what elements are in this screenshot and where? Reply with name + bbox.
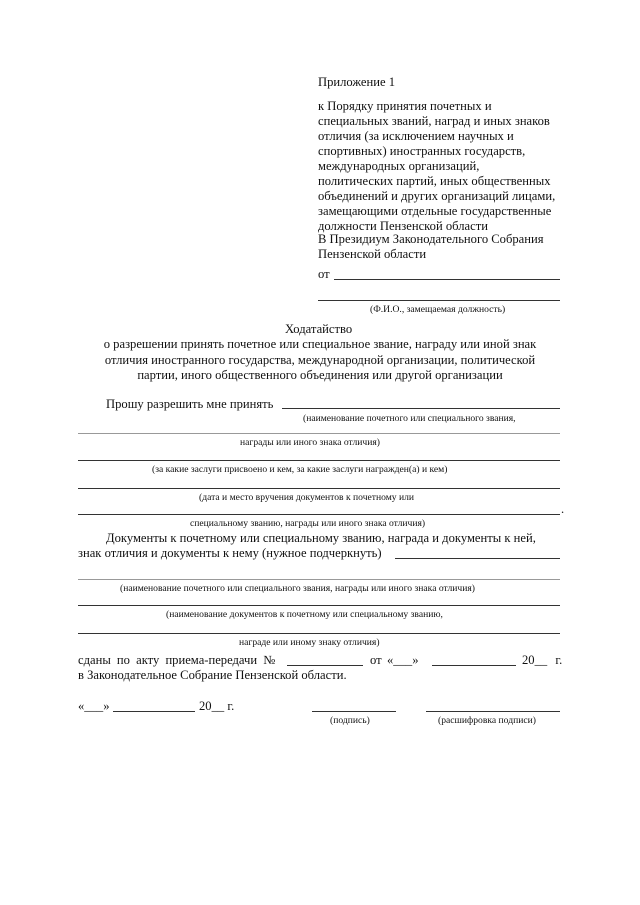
request-caption-3: (за какие заслуги присвоено и кем, за какие заслуги награжден(а) и кем) — [152, 464, 448, 475]
documents-caption-1: (наименование почетного или специального звания, награды или иного знака отличия) — [120, 583, 475, 594]
appendix-line: спортивных) иностранных государств, — [318, 144, 526, 158]
appendix-line: объединений и других организаций лицами, — [318, 189, 556, 203]
appendix-text — [318, 99, 555, 234]
transfer-line2: в Законодательное Собрание Пензенской области. — [78, 668, 347, 682]
appendix-title: Приложение 1 — [318, 75, 396, 89]
appendix-line: замещающими отдельные государственные — [318, 204, 552, 218]
decode-caption: (расшифровка подписи) — [438, 715, 536, 726]
decode-blank — [426, 711, 560, 712]
appendix-line: международных организаций, — [318, 159, 480, 173]
appendix-line: должности Пензенской области — [318, 219, 488, 233]
act-number-blank — [287, 665, 363, 666]
addressee-line2: Пензенской области — [318, 247, 427, 261]
from-blank-line — [334, 279, 560, 280]
appendix-line: специальных званий, наград и иных знаков — [318, 114, 550, 128]
petition-heading: Ходатайство — [285, 322, 353, 336]
from-label: от — [318, 267, 330, 281]
request-caption-2: награды или иного знака отличия) — [240, 437, 380, 448]
merits-blank-line — [78, 460, 560, 461]
signature-date-day: «___» — [78, 699, 110, 713]
appendix-line: отличия (за исключением научных и — [318, 129, 514, 143]
appendix-line: политических партий, иных общественных — [318, 174, 551, 188]
petition-subheading — [78, 337, 562, 384]
award-blank-line — [78, 433, 560, 434]
documents-line2: знак отличия и документы к нему (нужное подчеркнуть) — [78, 546, 382, 560]
subheading-line: партии, иного общественного объединения или другой организации — [137, 368, 503, 382]
fio-caption: (Ф.И.О., замещаемая должность) — [370, 304, 506, 315]
transfer-from: от — [370, 653, 382, 667]
date-blank-line-2 — [78, 514, 560, 515]
transfer-year: 20__ г. — [522, 653, 563, 667]
request-caption-1: (наименование почетного или специального звания, — [303, 413, 516, 424]
request-caption-5: специальному званию, награды или иного знака отличия) — [190, 518, 426, 529]
fio-blank-line — [318, 300, 560, 301]
request-text: Прошу разрешить мне принять — [106, 397, 274, 411]
date-blank-line — [78, 488, 560, 489]
transfer-month-blank — [432, 665, 516, 666]
signature-month-blank — [113, 711, 195, 712]
docs-name-blank-line — [78, 605, 560, 606]
addressee-line1: В Президиум Законодательного Собрания — [318, 232, 544, 246]
documents-caption-2: (наименование документов к почетному или специальному званию, — [166, 609, 443, 620]
transfer-line1-start: сданы по акту приема-передачи № — [78, 653, 276, 667]
documents-blank-line — [395, 558, 560, 559]
documents-line1: Документы к почетному или специальному званию, награда и документы к ней, — [106, 531, 536, 545]
signature-caption: (подпись) — [330, 715, 370, 726]
request-blank-line — [282, 408, 560, 409]
appendix-line: к Порядку принятия почетных и — [318, 99, 492, 113]
transfer-day: «___» — [387, 653, 419, 667]
line-end-dot: . — [561, 502, 565, 516]
request-caption-4: (дата и место вручения документов к почетному или — [199, 492, 415, 503]
documents-caption-3: награде или иному знаку отличия) — [239, 637, 380, 648]
subheading-line: о разрешении принять почетное или специальное звание, награду или иной знак — [103, 337, 537, 351]
signature-blank — [312, 711, 396, 712]
award-name-blank-line — [78, 579, 560, 580]
subheading-line: отличия иностранного государства, международной организации, политической — [104, 352, 536, 367]
signature-date-year: 20__ г. — [199, 699, 235, 713]
docs-name-blank-line-2 — [78, 633, 560, 634]
